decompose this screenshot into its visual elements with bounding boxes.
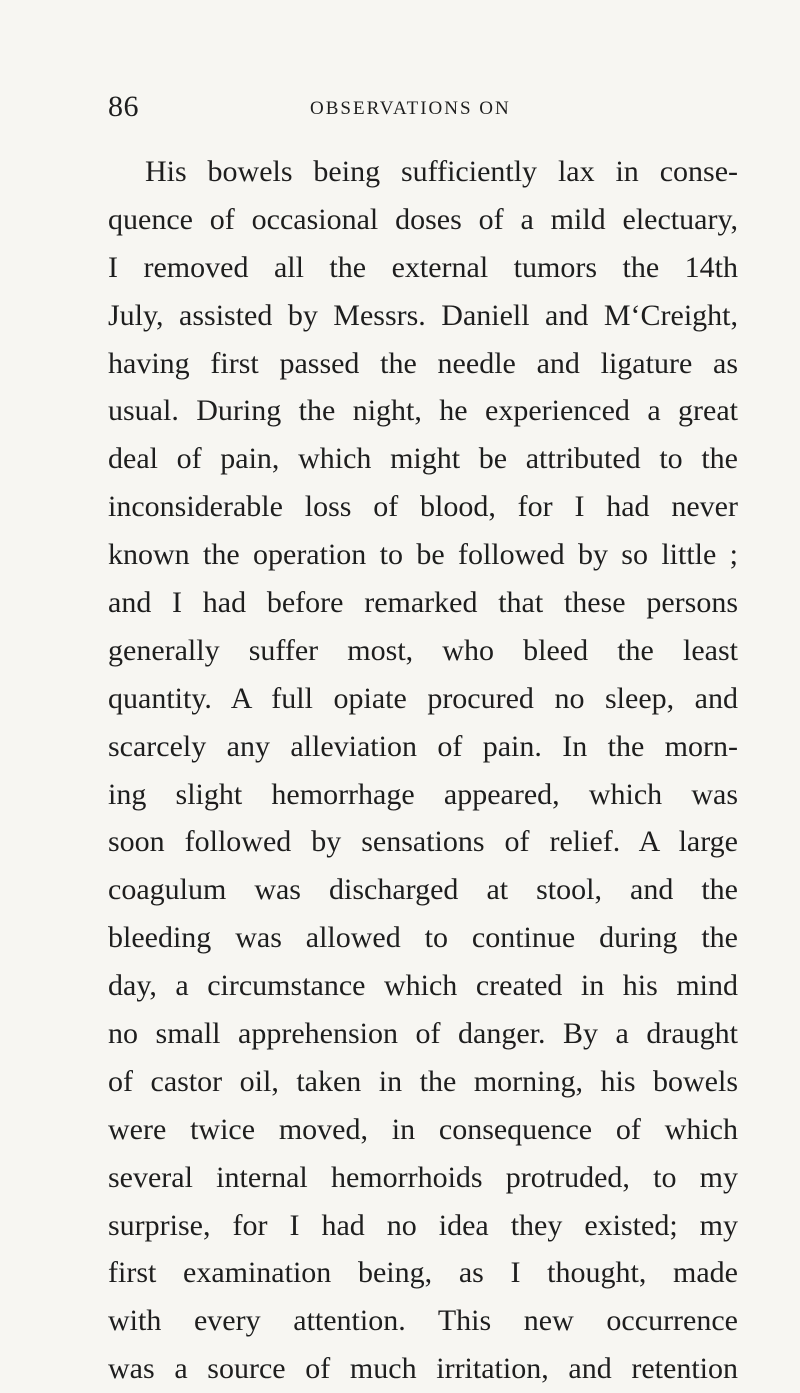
text-line: I removed all the external tumors the 14th [108, 250, 738, 284]
text-line: day, a circumstance which created in his mind [108, 969, 738, 1003]
text-line: having first passed the needle and ligature as [108, 346, 738, 380]
text-line: July, assisted by Messrs. Daniell and M‘Creight, [108, 298, 738, 332]
text-line: quence of occasional doses of a mild electuary, [108, 202, 738, 236]
text-line: was a source of much irritation, and retention [108, 1352, 738, 1386]
text-line: ing slight hemorrhage appeared, which was [108, 777, 738, 811]
text-line: coagulum was discharged at stool, and the [108, 873, 738, 907]
text-line: bleeding was allowed to continue during the [108, 921, 738, 955]
text-line: with every attention. This new occurrence [108, 1304, 738, 1338]
paragraph [108, 148, 738, 1393]
page-number: 86 [108, 90, 139, 123]
text-line: quantity. A full opiate procured no sleep, and [108, 681, 738, 715]
text-line: several internal hemorrhoids protruded, to my [108, 1160, 738, 1194]
text-line: inconsiderable loss of blood, for I had never [108, 490, 738, 524]
text-line: and I had before remarked that these persons [108, 586, 738, 620]
text-line: no small apprehension of danger. By a draught [108, 1017, 738, 1051]
text-line: usual. During the night, he experienced a great [108, 394, 738, 428]
text-line: were twice moved, in consequence of which [108, 1112, 738, 1146]
text-line: known the operation to be followed by so little ; [108, 538, 738, 572]
text-line: scarcely any alleviation of pain. In the morn- [108, 729, 738, 763]
text-line: of castor oil, taken in the morning, his bowels [108, 1064, 738, 1098]
text-line: His bowels being sufficiently lax in conse- [145, 155, 738, 188]
page-header [108, 74, 708, 124]
text-line: first examination being, as I thought, made [108, 1256, 738, 1290]
text-line: surprise, for I had no idea they existed; my [108, 1208, 738, 1242]
text-line: deal of pain, which might be attributed to the [108, 442, 738, 476]
text-line: generally suffer most, who bleed the least [108, 633, 738, 667]
running-head: OBSERVATIONS ON [310, 98, 511, 119]
text-line: soon followed by sensations of relief. A large [108, 825, 738, 859]
